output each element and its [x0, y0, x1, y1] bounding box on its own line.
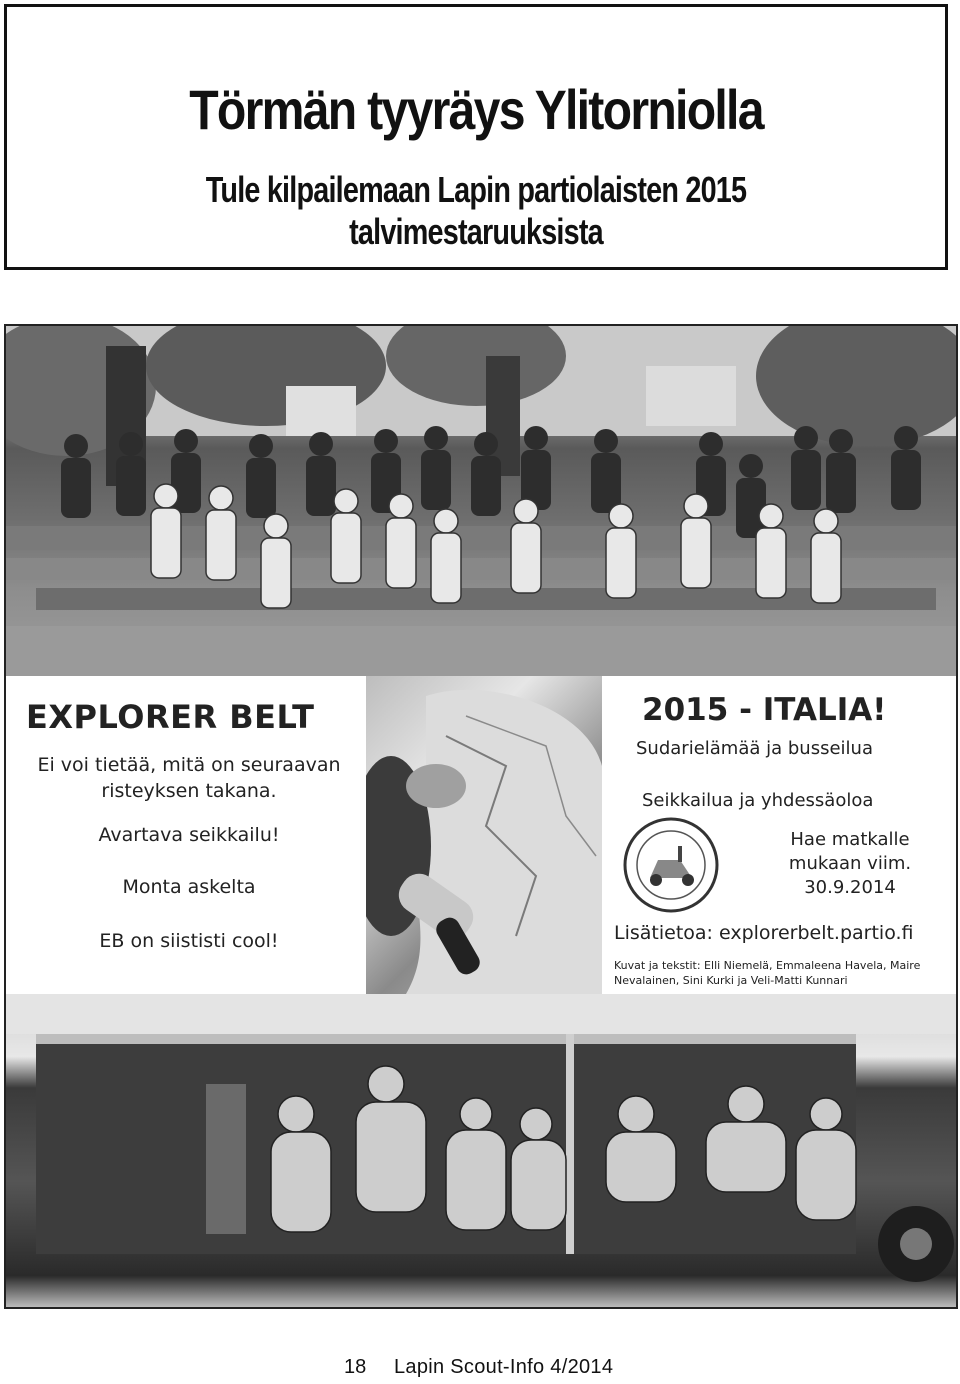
explorer-belt-cool: EB on siististi cool!: [99, 930, 279, 952]
italia-line-2: Seikkailua ja yhdessäoloa: [642, 790, 874, 811]
banner-subtitle: Tule kilpailemaan Lapin partiolaisten 2015 talvimestaruuksista: [205, 169, 747, 252]
page-footer: [0, 1354, 960, 1384]
italia-deadline: Hae matkalle mukaan viim. 30.9.2014: [788, 829, 912, 898]
explorer-belt-steps: Monta askelta: [122, 876, 256, 898]
group-photo-illustration: [6, 326, 956, 676]
bus-photo: [6, 994, 956, 1307]
italia-line-1: Sudarielämää ja busseilua: [636, 738, 873, 759]
photo-collage: [4, 324, 958, 1309]
publication-name: Lapin Scout-Info 4/2014: [394, 1356, 614, 1378]
poster-right-panel: [602, 676, 956, 994]
banner-title: Törmän tyyräys Ylitorniolla: [189, 78, 763, 141]
page-number: 18: [344, 1356, 367, 1378]
map-photo-illustration: [366, 676, 602, 994]
bus-photo-illustration: [6, 994, 956, 1307]
photo-credits: Kuvat ja tekstit: Elli Niemelä, Emmaleena Havela, Maire Nevalainen, Sini Kurki ja Veli-Matti Kunnari: [614, 959, 921, 987]
italia-more-info: Lisätietoa: explorerbelt.partio.fi: [614, 922, 914, 944]
explorer-belt-poster: [6, 676, 956, 994]
explorer-belt-tagline: Ei voi tietää, mitä on seuraavan risteyksen takana.: [37, 754, 341, 802]
explorer-belt-adventure: Avartava seikkailu!: [98, 824, 280, 846]
header-banner: [4, 4, 948, 270]
group-photo: [6, 326, 956, 676]
explorer-belt-title: EXPLORER BELT: [26, 698, 315, 736]
explorer-belt-badge-icon: [622, 816, 720, 914]
poster-left-panel: [6, 676, 366, 994]
italia-title: 2015 - ITALIA!: [642, 692, 887, 728]
map-photo: [366, 676, 602, 994]
